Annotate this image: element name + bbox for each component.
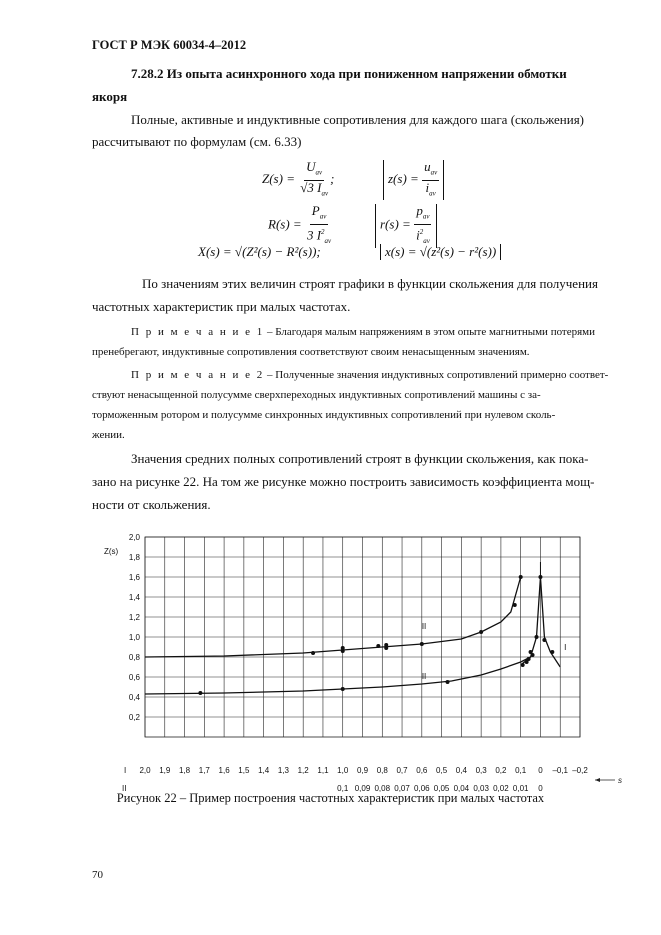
note-1-line-2: пренебрегают, индуктивные сопротивления соответствуют своим ненасыщенным значениям.	[92, 346, 530, 358]
intro-line-1: Полные, активные и индуктивные сопротивления для каждого шага (скольжения)	[131, 112, 585, 127]
s-arrow-head	[595, 778, 600, 782]
x-tick-I: 1,6	[218, 766, 230, 775]
x-tick-II: 0,1	[337, 784, 349, 793]
x-tick-II: 0,05	[433, 784, 450, 793]
x-tick-II: 0,04	[453, 784, 470, 793]
series-line	[145, 657, 531, 694]
y-tick-label: 2,0	[128, 533, 140, 542]
data-point	[446, 680, 450, 684]
data-point	[535, 635, 539, 639]
x-tick-I: 0,8	[376, 766, 388, 775]
avg-line-2: зано на рисунке 22. На том же рисунке можно построить зависимость коэффициента мощ-	[92, 474, 595, 489]
x-tick-I: 1,0	[337, 766, 349, 775]
x-tick-I: 0,6	[416, 766, 428, 775]
x-tick-I: 1,8	[178, 766, 191, 775]
formula-r: r(s) = $\frac{p_{av}}{i^2_{av}}$	[375, 204, 437, 248]
x-tick-II: 0	[538, 784, 543, 793]
x-tick-I: 0,4	[455, 766, 467, 775]
data-point	[531, 653, 535, 657]
data-point	[538, 575, 542, 579]
standard-header: ГОСТ Р МЭК 60034-4–2012	[92, 38, 247, 52]
figure-caption: Рисунок 22 – Пример построения частотных характеристик при малых частотах	[116, 791, 545, 805]
data-point	[542, 638, 546, 642]
note-2-line-3: торможенным ротором и полусумме синхронных индуктивных сопротивлений при нулевом сколь-	[92, 409, 556, 421]
x-tick-I: 1,2	[297, 766, 309, 775]
data-point	[479, 630, 483, 634]
x-tick-I: 2,0	[139, 766, 151, 775]
data-point	[521, 663, 525, 667]
x-tick-I: 0,2	[495, 766, 507, 775]
series-label: I	[564, 643, 567, 652]
series-label: II	[421, 672, 427, 681]
data-point	[341, 687, 345, 691]
x-tick-II: 0,08	[374, 784, 391, 793]
section-title-cont: якоря	[92, 89, 128, 104]
formula-x: x(s) = √(z²(s) − r²(s))	[380, 244, 501, 260]
x-tick-I: 1,9	[159, 766, 171, 775]
graphs-line-2: частотных характеристик при малых частотах.	[92, 299, 351, 314]
x-tick-I: 0,3	[475, 766, 487, 775]
y-tick-label: 1,0	[128, 633, 140, 642]
x-tick-II: 0,01	[512, 784, 529, 793]
avg-line-1: Значения средних полных сопротивлений строят в функции скольжения, как пока-	[131, 451, 589, 466]
y-tick-label: 0,6	[128, 673, 140, 682]
data-point	[384, 643, 388, 647]
intro-line-2: рассчитывают по формулам (см. 6.33)	[92, 134, 302, 149]
y-tick-label: 0,2	[128, 713, 140, 722]
data-point	[311, 651, 315, 655]
x-tick-I: 1,5	[238, 766, 250, 775]
formula-Z: Z(s) = $\frac{U_{av}}{√3 I_{av}}$ ;	[262, 159, 335, 198]
x-tick-I: 1,7	[198, 766, 210, 775]
x-tick-I: 0,7	[396, 766, 408, 775]
x-scale-II-label: II	[122, 784, 127, 793]
x-tick-I: 0,1	[515, 766, 527, 775]
x-tick-I: 0	[538, 766, 543, 775]
x-tick-I: 0,5	[436, 766, 448, 775]
x-tick-I: 1,3	[277, 766, 289, 775]
x-tick-II: 0,07	[394, 784, 410, 793]
x-tick-II: 0,06	[414, 784, 430, 793]
data-point	[198, 691, 202, 695]
y-tick-label: 0,8	[128, 653, 140, 662]
data-point	[550, 650, 554, 654]
x-tick-I: 0,9	[356, 766, 369, 775]
formula-X: X(s) = √(Z²(s) − R²(s));	[198, 244, 321, 259]
note-2-line-4: жении.	[92, 429, 125, 441]
x-tick-I: 1,4	[258, 766, 270, 775]
data-point	[420, 642, 424, 646]
x-axis-label: s	[618, 776, 622, 785]
y-tick-label: 1,2	[128, 613, 140, 622]
data-point	[519, 575, 523, 579]
graphs-line-1: По значениям этих величин строят графики в функции скольжения для получения	[142, 276, 598, 291]
note-2-line-1: П р и м е ч а н и е 2 – Полученные значения индуктивных сопротивлений примерно соответ-	[131, 369, 609, 381]
x-scale-I-label: I	[124, 766, 127, 775]
chart-grid	[145, 537, 580, 737]
y-tick-label: 0,4	[128, 693, 140, 702]
y-axis-label: Z(s)	[104, 547, 119, 556]
formula-R: R(s) = $\frac{P_{av}}{3 I^2_{av}}$	[268, 203, 332, 245]
series-label: II	[421, 622, 427, 631]
section-title: 7.28.2 Из опыта асинхронного хода при пониженном напряжении обмотки	[131, 66, 567, 81]
x-tick-I: –0,1	[552, 766, 569, 775]
impedance-chart	[0, 515, 661, 793]
chart-labels	[104, 533, 622, 793]
data-point	[527, 657, 531, 661]
x-tick-II: 0,02	[493, 784, 509, 793]
x-tick-I: –0,2	[572, 766, 588, 775]
data-point	[376, 644, 380, 648]
formula-z: z(s) = $\frac{u_{av}}{i_{av}}$	[383, 160, 444, 200]
avg-line-3: ности от скольжения.	[92, 497, 211, 512]
note-1-line-1: П р и м е ч а н и е 1 – Благодаря малым напряжениям в этом опыте магнитными потерями	[131, 326, 596, 338]
x-tick-I: 1,1	[317, 766, 329, 775]
x-tick-II: 0,09	[354, 784, 371, 793]
data-point	[513, 603, 517, 607]
x-tick-II: 0,03	[473, 784, 489, 793]
page-number: 70	[92, 869, 103, 881]
data-point	[341, 646, 345, 650]
note-2-line-2: ствуют ненасыщенной полусумме сверхпереходных индуктивных сопротивлений машины с за-	[92, 389, 541, 401]
y-tick-label: 1,4	[128, 593, 140, 602]
chart-curves	[145, 562, 560, 694]
y-tick-label: 1,8	[128, 553, 140, 562]
y-tick-label: 1,6	[128, 573, 140, 582]
